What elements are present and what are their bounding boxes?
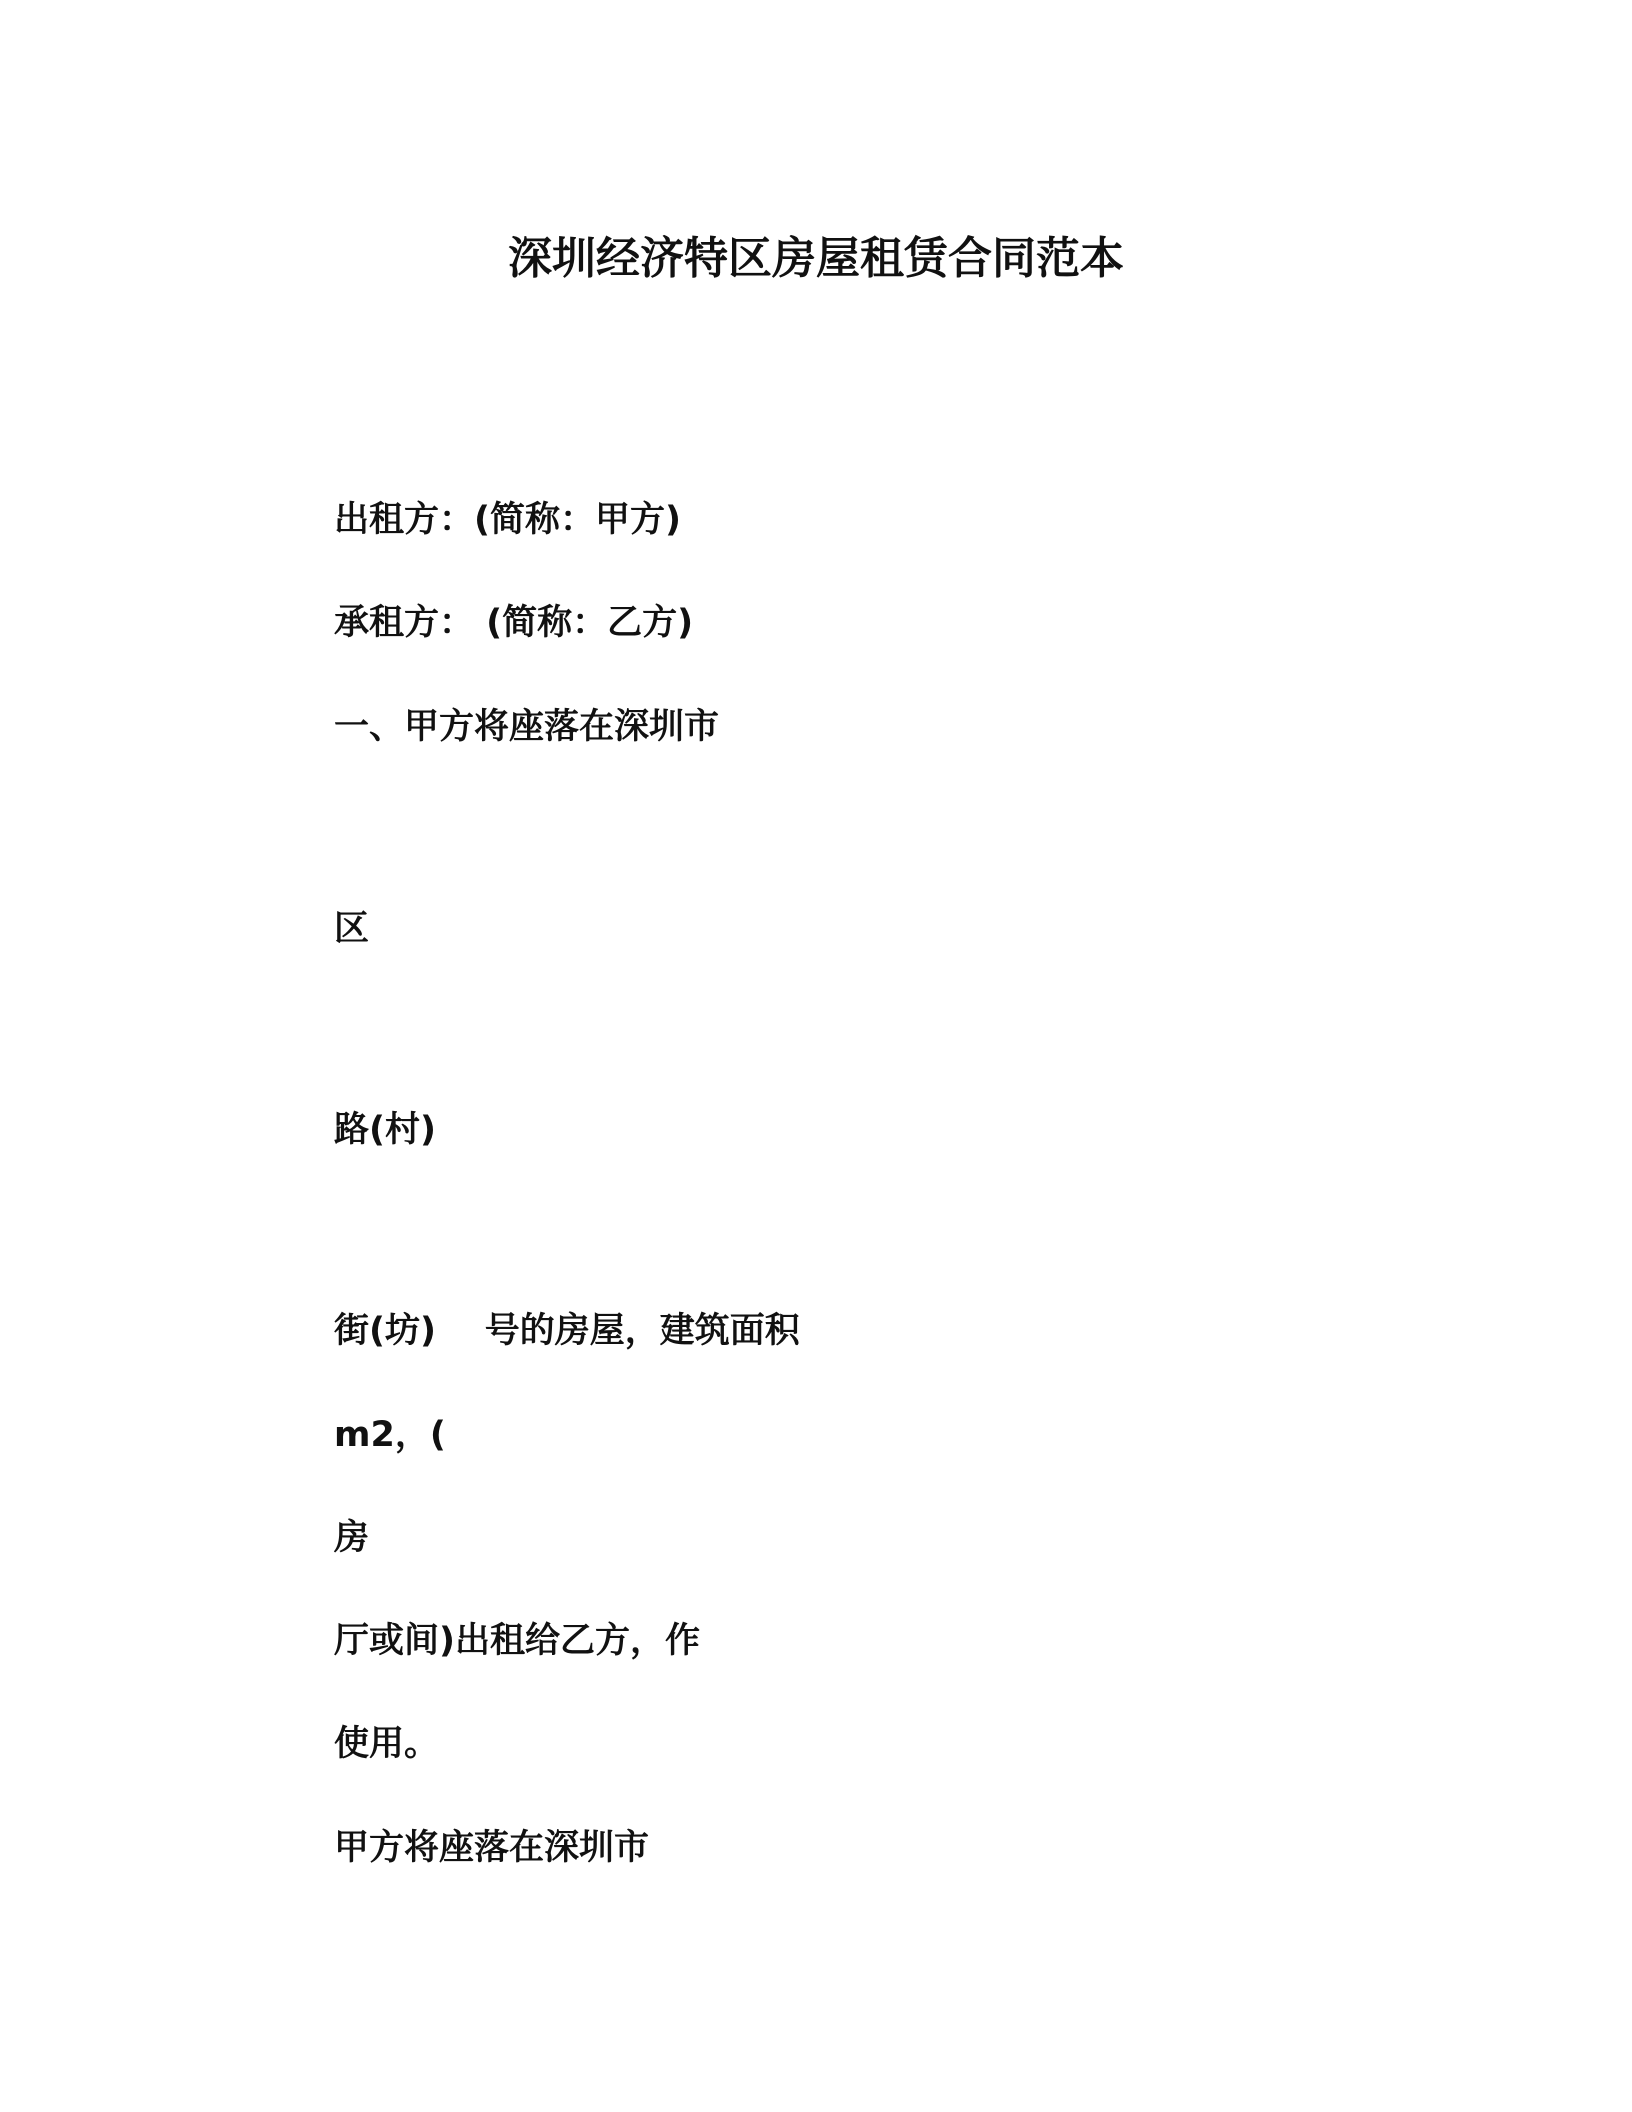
district-line: 区 (334, 909, 370, 949)
repeat-location-line: 甲方将座落在深圳市 (334, 1828, 650, 1868)
lessee-line: 承租方： (简称：乙方) (334, 603, 694, 643)
document-title: 深圳经济特区房屋租赁合同范本 (508, 233, 1124, 284)
street-line: 街(坊) 号的房屋，建筑面积 (334, 1311, 800, 1351)
room-line: 房 (334, 1518, 370, 1558)
usage-line: 使用。 (334, 1724, 440, 1764)
area-unit-line: m2，( (334, 1415, 446, 1455)
road-line: 路(村) (334, 1110, 436, 1150)
lessor-line: 出租方：(简称：甲方) (334, 500, 681, 540)
hall-line: 厅或间)出租给乙方，作 (334, 1621, 700, 1661)
clause-one-line: 一、甲方将座落在深圳市 (334, 707, 720, 747)
